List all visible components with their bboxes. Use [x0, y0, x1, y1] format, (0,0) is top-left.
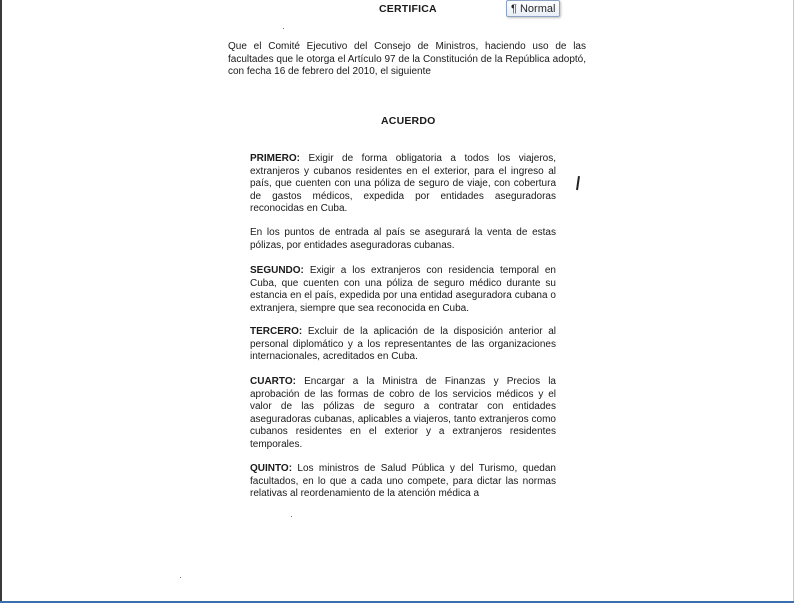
article-heading: TERCERO:	[250, 326, 303, 337]
article-heading: SEGUNDO:	[250, 265, 304, 276]
article-text: Excluir de la aplicación de la disposición anterior al personal diplomático y a los representantes de las organizaciones internacionales, acreditados en Cuba.	[250, 326, 556, 362]
article-text: Exigir a los extranjeros con residencia temporal en Cuba, que cuenten con una póliza de seguro médico durante su estancia en el país, expedida por una entidad aseguradora cubana o extranjera, siempre que sea reconocida en Cuba.	[250, 265, 556, 314]
article-cuarto	[250, 376, 556, 451]
article-primero	[250, 153, 556, 216]
scan-speck	[180, 577, 181, 578]
scan-speck	[291, 516, 292, 517]
article-text: En los puntos de entrada al país se asegurará la venta de estas pólizas, por entidades aseguradoras cubanas.	[250, 227, 556, 251]
article-segundo	[250, 265, 556, 315]
page-left-border	[0, 0, 2, 603]
margin-pen-mark	[576, 176, 579, 190]
article-entry-points	[250, 227, 556, 252]
title-certifica: CERTIFICA	[379, 3, 437, 15]
article-tercero	[250, 326, 556, 364]
article-heading: QUINTO:	[250, 463, 293, 474]
article-text: Encargar a la Ministra de Finanzas y Precios la aprobación de las formas de cobro de los servicios médicos y el valor de las pólizas de seguro a contratar con entidades aseguradoras cubanas, aplicables a viajeros, tanto extranjeros como cubanos residentes en el exterior y a extranjeros residentes temporales.	[250, 376, 556, 450]
article-text: Los ministros de Salud Pública y del Turismo, quedan facultados, en lo que a cada uno compete, para dictar las normas relativas al reordenamiento de la atención médica a	[250, 463, 556, 499]
article-text: Exigir de forma obligatoria a todos los viajeros, extranjeros y cubanos residentes en el exterior, para el ingreso al país, que cuenten con una póliza de seguro de viaje, con cobertura de gastos médicos, expedida por entidades aseguradoras reconocidas en Cuba.	[250, 153, 556, 214]
title-acuerdo: ACUERDO	[381, 115, 436, 127]
scan-speck	[283, 28, 284, 29]
article-quinto	[250, 463, 556, 501]
intro-paragraph: Que el Comité Ejecutivo del Consejo de Ministros, haciendo uso de las facultades que le otorga el Artículo 97 de la Constitución de la República adoptó, con fecha 16 de febrero del 2010, el siguiente	[228, 41, 586, 77]
paragraph-style-indicator[interactable]: ¶ Normal	[506, 0, 560, 17]
article-heading: PRIMERO:	[250, 153, 300, 164]
article-heading: CUARTO:	[250, 376, 296, 387]
